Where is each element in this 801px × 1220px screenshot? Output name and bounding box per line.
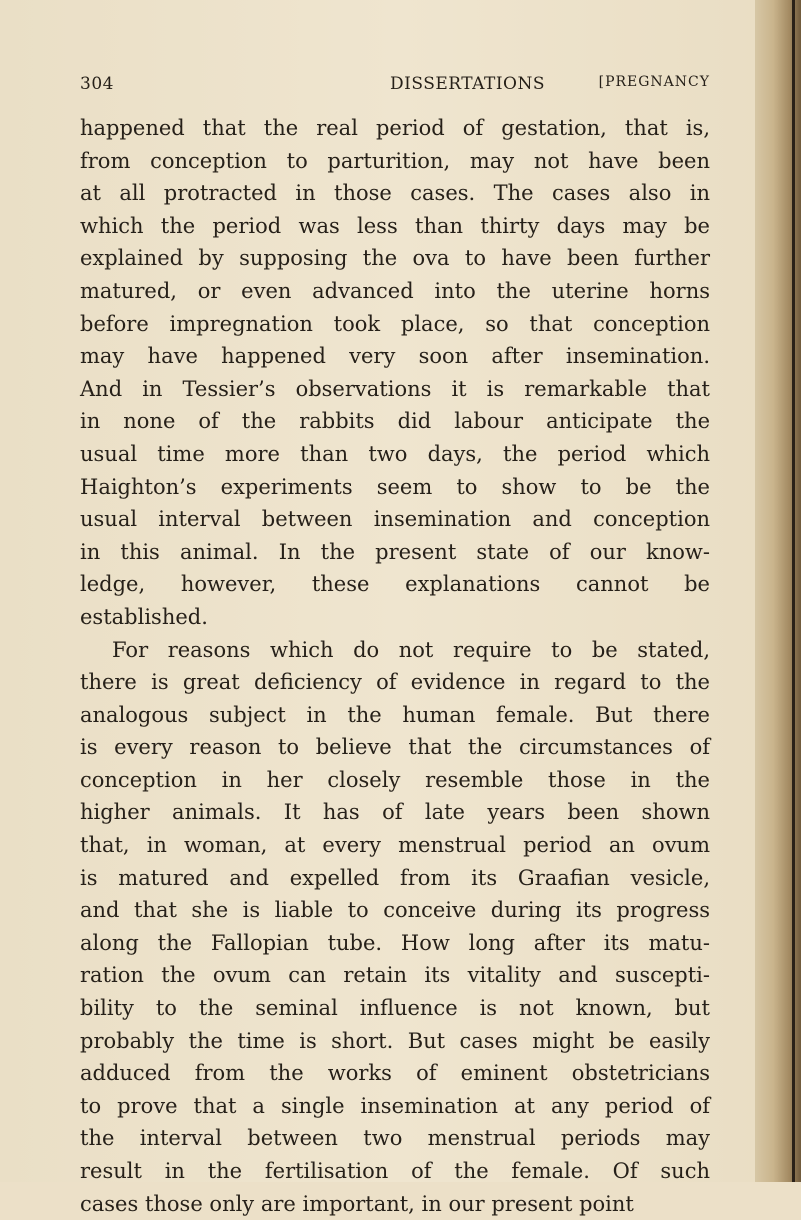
text-line: before impregnation took place, so that conception — [80, 311, 710, 336]
text-line: may have happened very soon after insemination. — [80, 344, 710, 369]
text-line: happened that the real period of gestation, that is, — [80, 116, 710, 140]
text-line: matured, or even advanced into the uterine horns — [80, 278, 710, 303]
text-line: explained by supposing the ova to have been further — [80, 246, 710, 271]
body-text — [80, 112, 710, 1220]
text-line: the interval between two menstrual periods may — [80, 1126, 710, 1151]
text-line: there is great deficiency of evidence in regard to the — [80, 670, 710, 695]
text-line: result in the fertilisation of the female. Of such — [80, 1159, 710, 1183]
text-line: in this animal. In the present state of our know- — [80, 539, 710, 564]
text-line: and that she is liable to conceive during its progress — [80, 898, 710, 923]
text-line: adduced from the works of eminent obstetricians — [80, 1061, 710, 1086]
page-number: 304 — [80, 74, 114, 94]
paragraph-start-line: For reasons which do not require to be stated, — [112, 637, 710, 662]
text-line: in none of the rabbits did labour anticipate the — [80, 409, 710, 434]
text-line: ledge, however, these explanations cannot be — [80, 572, 710, 597]
text-line: Haighton’s experiments seem to show to be the — [80, 474, 710, 499]
running-header — [80, 74, 710, 104]
running-title: DISSERTATIONS — [390, 74, 546, 94]
text-line: is every reason to believe that the circumstances of — [80, 735, 710, 760]
text-line: to prove that a single insemination at any period of — [80, 1093, 710, 1118]
text-line: higher animals. It has of late years been shown — [80, 800, 710, 825]
text-line: which the period was less than thirty days may be — [80, 213, 710, 238]
text-line: probably the time is short. But cases might be easily — [80, 1028, 710, 1053]
page-border-line — [792, 0, 795, 1182]
text-line: from conception to parturition, may not have been — [80, 148, 710, 173]
text-line: at all protracted in those cases. The cases also in — [80, 181, 710, 206]
text-line: usual interval between insemination and conception — [80, 507, 710, 532]
text-line: bility to the seminal influence is not known, but — [80, 996, 710, 1021]
text-line: conception in her closely resemble those in the — [80, 767, 710, 792]
section-tag: [PREGNANCY — [598, 74, 710, 90]
paragraph-end-line: established. — [80, 604, 208, 629]
text-line: analogous subject in the human female. But there — [80, 702, 710, 727]
text-line: is matured and expelled from its Graafian vesicle, — [80, 865, 710, 890]
text-line: that, in woman, at every menstrual period an ovum — [80, 833, 710, 858]
text-line: cases those only are important, in our present point — [80, 1191, 634, 1216]
text-line: along the Fallopian tube. How long after its matu- — [80, 930, 710, 955]
text-line: usual time more than two days, the period which — [80, 441, 710, 466]
text-line: And in Tessier’s observations it is remarkable that — [80, 376, 710, 401]
text-line: ration the ovum can retain its vitality and suscepti- — [80, 963, 710, 988]
